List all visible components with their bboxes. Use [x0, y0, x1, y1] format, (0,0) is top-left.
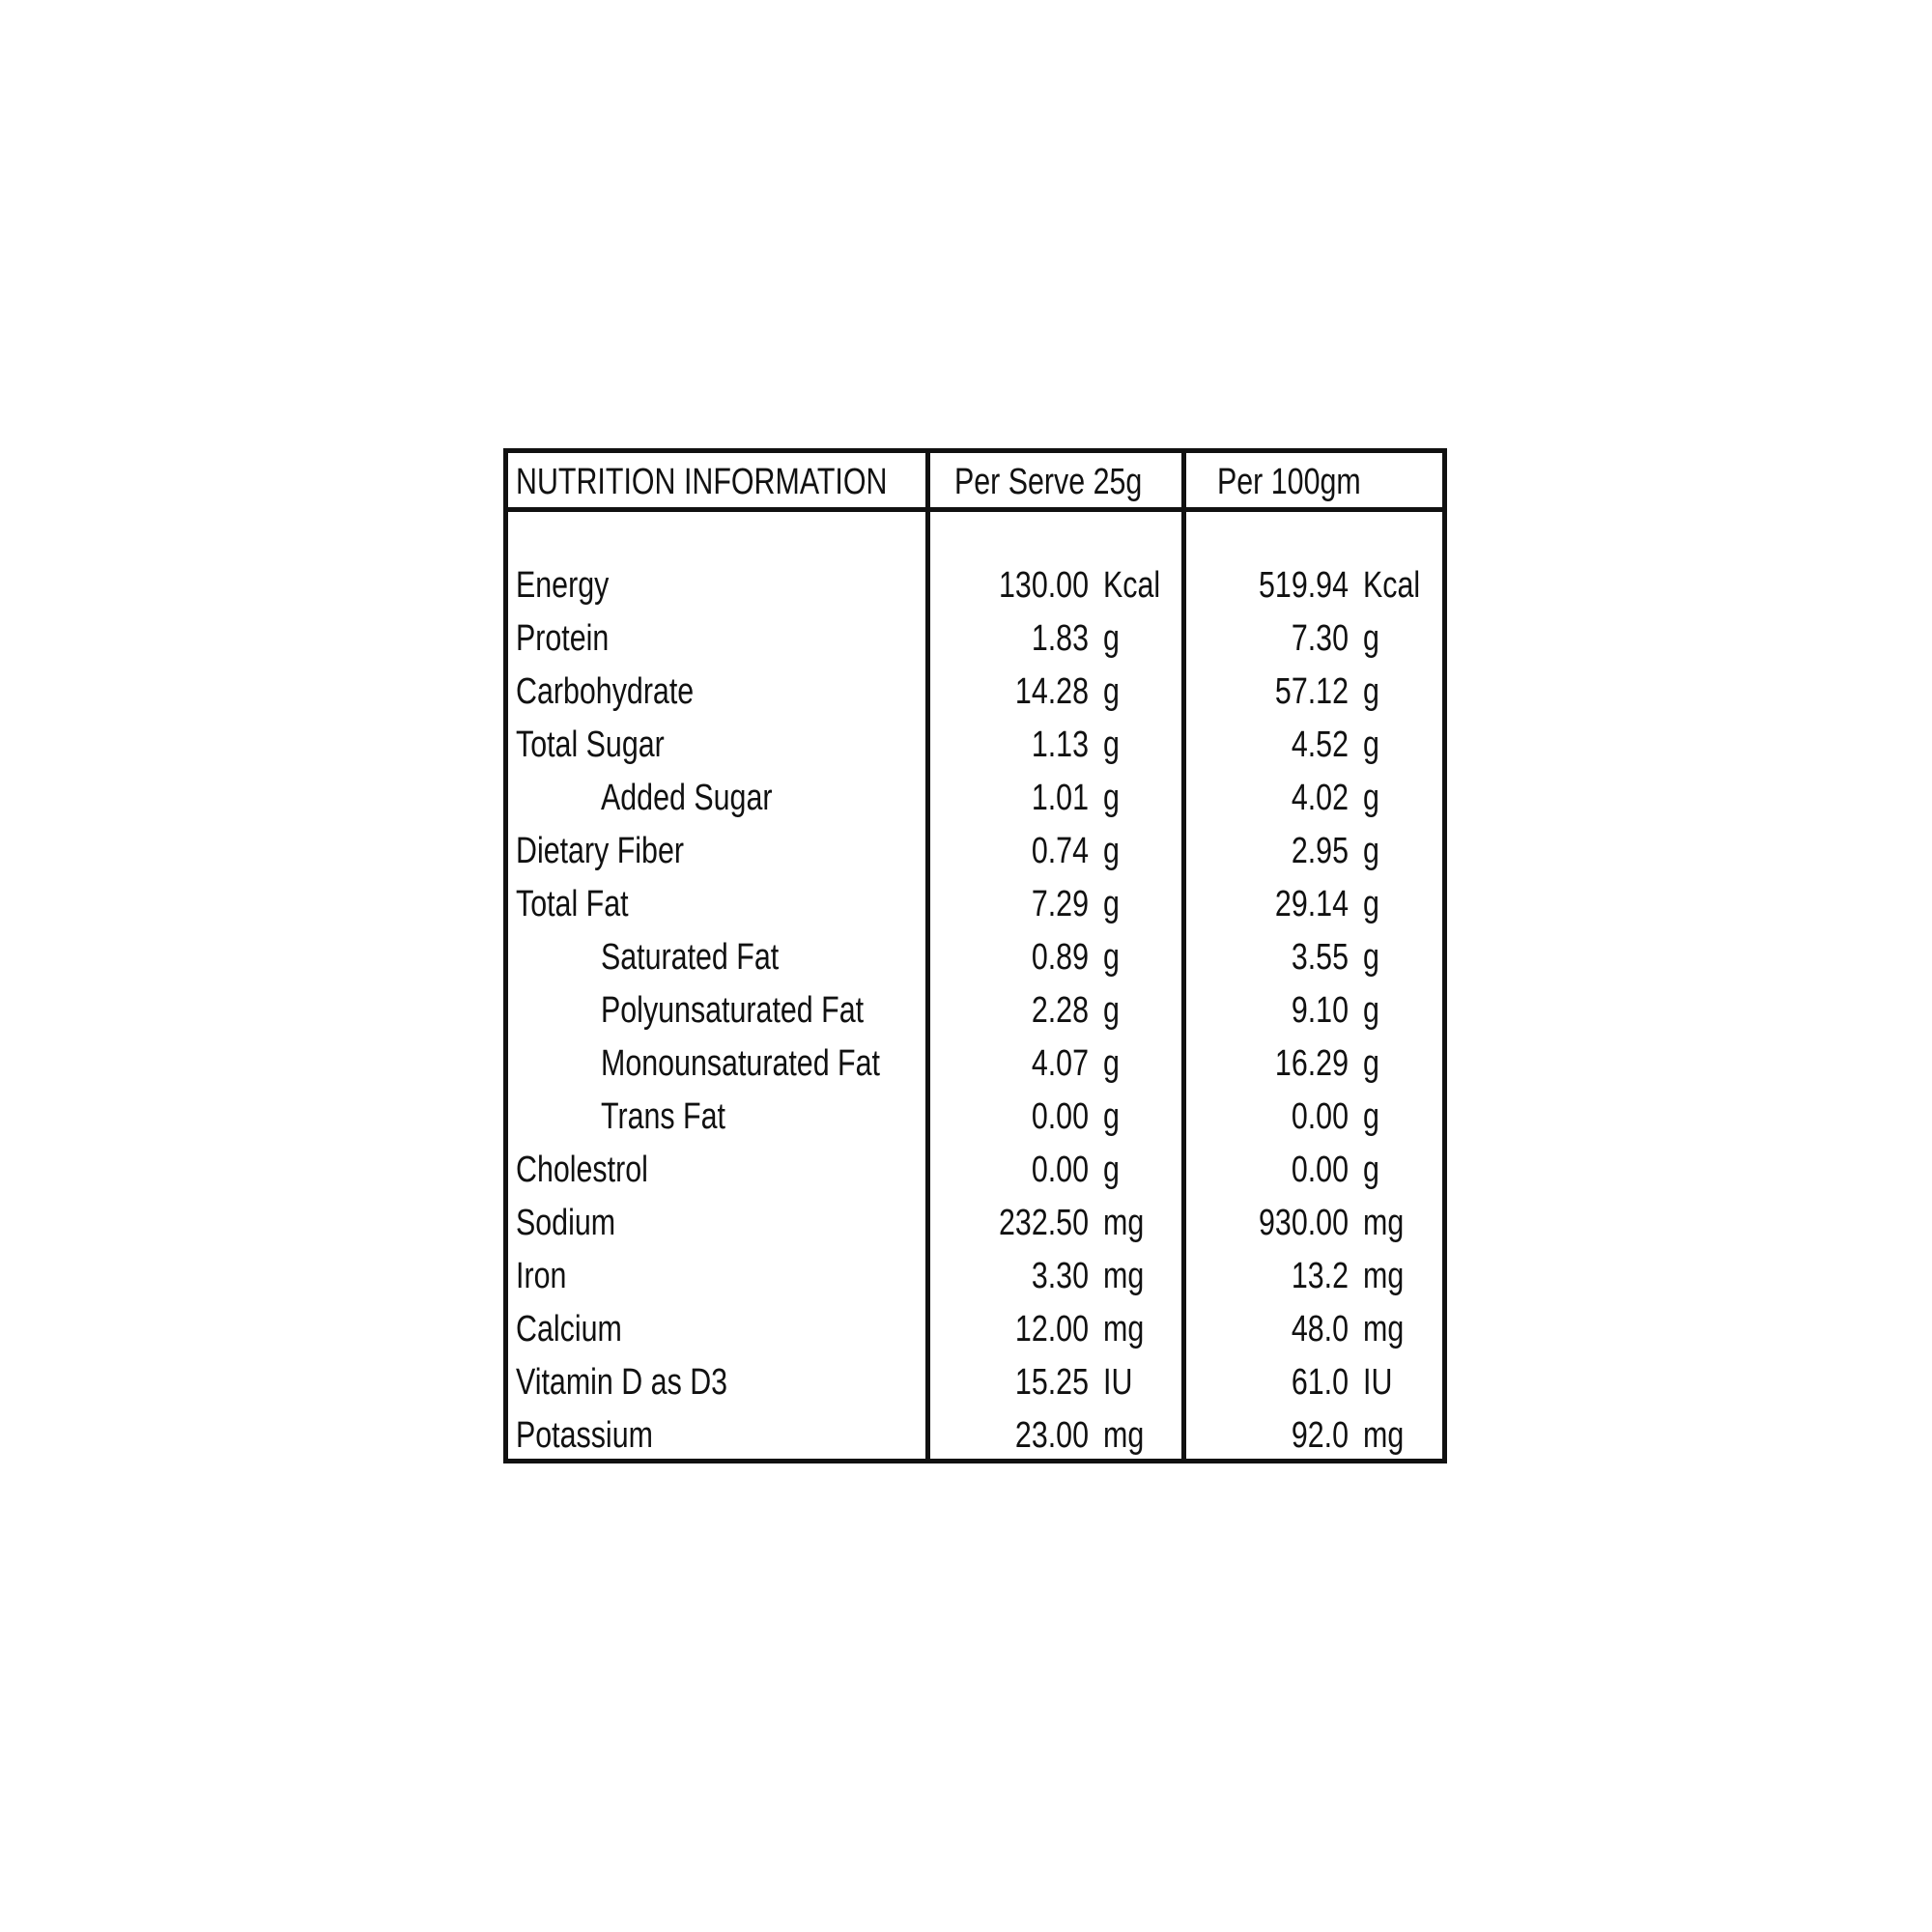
- nutrient-name: Sodium: [516, 1203, 616, 1243]
- per-100gm-unit: g: [1363, 724, 1379, 765]
- table-row: [508, 825, 1442, 878]
- per-serve-value: 1.13: [1031, 724, 1089, 765]
- per-100gm-value: 2.95: [1291, 831, 1349, 871]
- per-serve-unit: g: [1103, 937, 1120, 978]
- header-divider: [508, 507, 1442, 512]
- nutrient-name: Total Fat: [516, 884, 629, 924]
- per-100gm-unit: g: [1363, 1150, 1379, 1190]
- per-100gm-value: 57.12: [1274, 671, 1349, 712]
- per-100gm-value: 4.02: [1291, 778, 1349, 818]
- per-100gm-value: 930.00: [1259, 1203, 1349, 1243]
- per-serve-value: 3.30: [1031, 1256, 1089, 1296]
- per-100gm-value: 48.0: [1291, 1309, 1349, 1350]
- table-row: [508, 1356, 1442, 1409]
- per-serve-value: 0.00: [1031, 1096, 1089, 1137]
- per-100gm-unit: IU: [1363, 1362, 1393, 1403]
- per-100gm-unit: g: [1363, 990, 1379, 1031]
- per-100gm-unit: Kcal: [1363, 565, 1421, 606]
- nutrient-name: Vitamin D as D3: [516, 1362, 728, 1403]
- nutrient-name: Monounsaturated Fat: [601, 1043, 880, 1084]
- header-per-serve: Per Serve 25g: [954, 462, 1143, 502]
- per-100gm-value: 9.10: [1291, 990, 1349, 1031]
- per-100gm-unit: mg: [1363, 1256, 1405, 1296]
- per-100gm-value: 7.30: [1291, 618, 1349, 659]
- per-serve-value: 1.83: [1031, 618, 1089, 659]
- table-row: [508, 1303, 1442, 1356]
- table-row: [508, 931, 1442, 984]
- per-serve-value: 23.00: [1014, 1415, 1089, 1456]
- per-serve-unit: g: [1103, 990, 1120, 1031]
- per-serve-unit: mg: [1103, 1415, 1145, 1456]
- per-serve-unit: g: [1103, 671, 1120, 712]
- table-row: [508, 719, 1442, 772]
- per-serve-unit: g: [1103, 1043, 1120, 1084]
- nutrient-name: Added Sugar: [601, 778, 773, 818]
- table-row: [508, 612, 1442, 666]
- table-row: [508, 1091, 1442, 1144]
- per-serve-unit: Kcal: [1103, 565, 1161, 606]
- per-100gm-unit: g: [1363, 831, 1379, 871]
- per-serve-value: 0.74: [1031, 831, 1089, 871]
- nutrient-name: Total Sugar: [516, 724, 665, 765]
- per-100gm-unit: g: [1363, 778, 1379, 818]
- per-serve-unit: g: [1103, 618, 1120, 659]
- per-100gm-unit: mg: [1363, 1203, 1405, 1243]
- per-serve-unit: g: [1103, 831, 1120, 871]
- per-100gm-value: 4.52: [1291, 724, 1349, 765]
- per-serve-unit: g: [1103, 724, 1120, 765]
- nutrient-name: Potassium: [516, 1415, 653, 1456]
- per-serve-value: 15.25: [1014, 1362, 1089, 1403]
- per-100gm-unit: g: [1363, 618, 1379, 659]
- per-100gm-unit: mg: [1363, 1415, 1405, 1456]
- nutrient-name: Energy: [516, 565, 610, 606]
- per-100gm-value: 16.29: [1274, 1043, 1349, 1084]
- per-serve-value: 130.00: [999, 565, 1089, 606]
- table-row: [508, 1144, 1442, 1197]
- per-100gm-unit: g: [1363, 1043, 1379, 1084]
- per-serve-value: 0.00: [1031, 1150, 1089, 1190]
- per-serve-value: 232.50: [999, 1203, 1089, 1243]
- per-100gm-value: 0.00: [1291, 1096, 1349, 1137]
- table-row: [508, 559, 1442, 612]
- nutrient-name: Dietary Fiber: [516, 831, 684, 871]
- per-serve-unit: mg: [1103, 1309, 1145, 1350]
- per-100gm-unit: mg: [1363, 1309, 1405, 1350]
- per-100gm-value: 519.94: [1259, 565, 1349, 606]
- nutrient-name: Saturated Fat: [601, 937, 780, 978]
- per-serve-unit: IU: [1103, 1362, 1133, 1403]
- per-100gm-unit: g: [1363, 884, 1379, 924]
- per-serve-unit: g: [1103, 884, 1120, 924]
- table-row: [508, 1409, 1442, 1463]
- per-100gm-value: 0.00: [1291, 1150, 1349, 1190]
- per-serve-unit: g: [1103, 1150, 1120, 1190]
- table-row: [508, 1197, 1442, 1250]
- header-per-100gm: Per 100gm: [1217, 462, 1361, 502]
- nutrient-name: Trans Fat: [601, 1096, 725, 1137]
- per-serve-unit: g: [1103, 778, 1120, 818]
- header-nutrition-information: NUTRITION INFORMATION: [516, 462, 888, 502]
- per-100gm-value: 61.0: [1291, 1362, 1349, 1403]
- table-row: [508, 1250, 1442, 1303]
- nutrient-name: Cholestrol: [516, 1150, 648, 1190]
- nutrition-table: [503, 448, 1447, 1463]
- per-serve-unit: g: [1103, 1096, 1120, 1137]
- nutrient-name: Iron: [516, 1256, 567, 1296]
- per-serve-value: 14.28: [1014, 671, 1089, 712]
- table-row: [508, 666, 1442, 719]
- per-serve-value: 7.29: [1031, 884, 1089, 924]
- per-serve-unit: mg: [1103, 1256, 1145, 1296]
- per-serve-value: 2.28: [1031, 990, 1089, 1031]
- per-100gm-unit: g: [1363, 937, 1379, 978]
- per-100gm-value: 92.0: [1291, 1415, 1349, 1456]
- per-100gm-value: 29.14: [1274, 884, 1349, 924]
- per-serve-value: 4.07: [1031, 1043, 1089, 1084]
- per-serve-unit: mg: [1103, 1203, 1145, 1243]
- per-100gm-unit: g: [1363, 671, 1379, 712]
- per-serve-value: 1.01: [1031, 778, 1089, 818]
- per-serve-value: 0.89: [1031, 937, 1089, 978]
- per-100gm-value: 3.55: [1291, 937, 1349, 978]
- table-row: [508, 984, 1442, 1037]
- nutrient-name: Protein: [516, 618, 610, 659]
- nutrient-name: Calcium: [516, 1309, 622, 1350]
- table-row: [508, 878, 1442, 931]
- per-serve-value: 12.00: [1014, 1309, 1089, 1350]
- nutrient-name: Polyunsaturated Fat: [601, 990, 865, 1031]
- table-row: [508, 1037, 1442, 1091]
- per-100gm-unit: g: [1363, 1096, 1379, 1137]
- per-100gm-value: 13.2: [1291, 1256, 1349, 1296]
- nutrient-name: Carbohydrate: [516, 671, 695, 712]
- table-row: [508, 772, 1442, 825]
